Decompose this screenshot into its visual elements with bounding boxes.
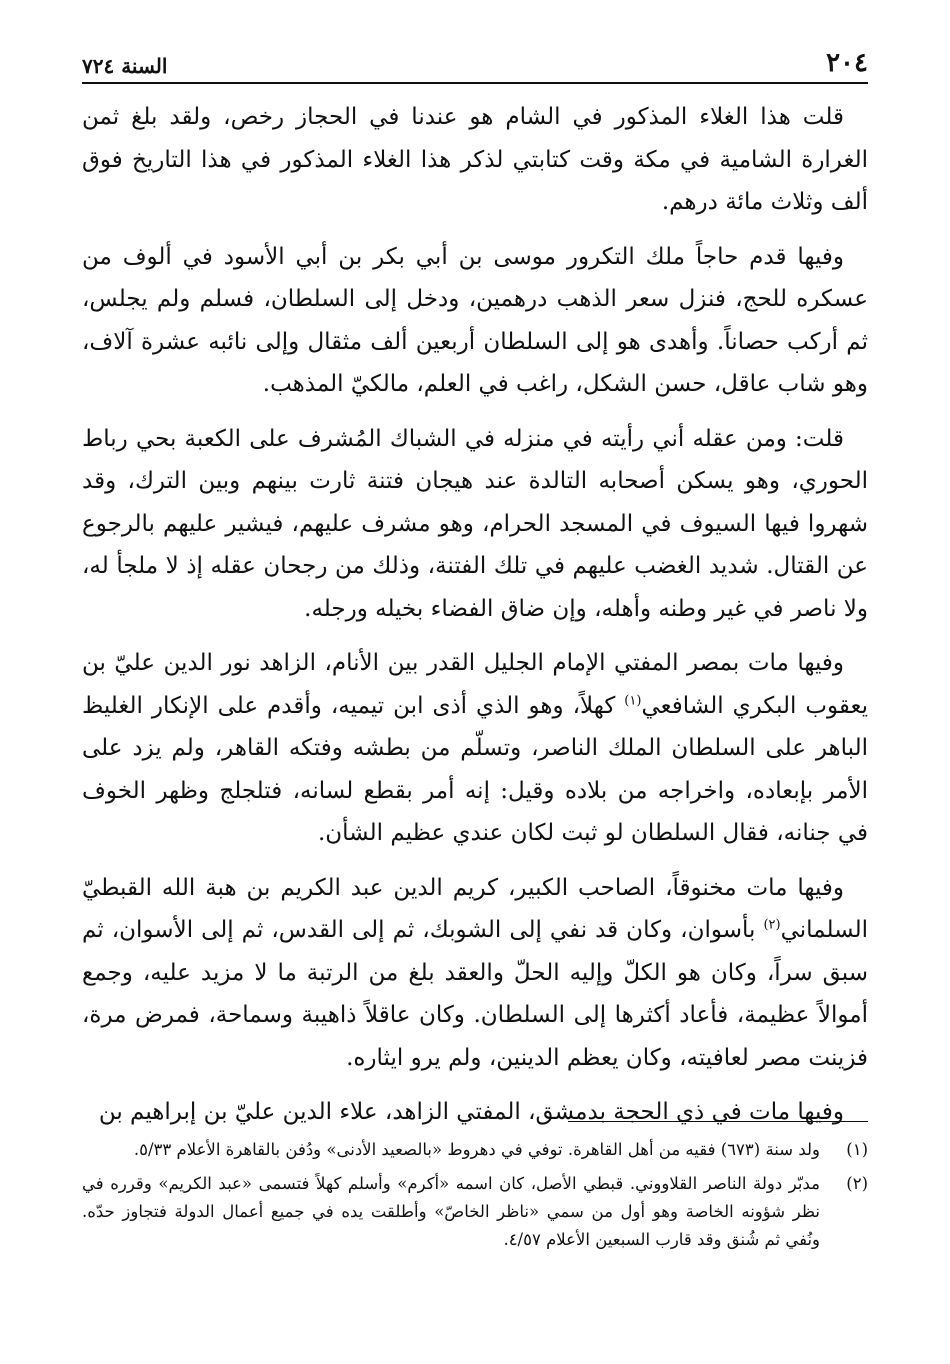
footnote-number: (٢): [846, 1174, 868, 1193]
paragraph: وفيها قدم حاجاً ملك التكرور موسى بن أبي بكر بن أبي الأسود في ألوف من عسكره للحج، فنزل سعر الذهب درهمين، ودخل إلى السلطان، فسلم ولم يجلس، ثم أركب حصاناً. وأهدى هو إلى السلطان أربعين ألف مثقال وإلى نائبه عشرة آلاف، وهو شاب عاقل، حسن الشكل، راغب في العلم، مالكيّ المذهب.: [82, 243, 868, 397]
footnote-text: ولد سنة (٦٧٣) فقيه من أهل القاهرة. توفي في دهروط «بالصعيد الأدنى» ودُفن بالقاهرة الأعلام ٥/٣٣.: [133, 1140, 820, 1159]
footnote-ref-1: (١): [624, 692, 642, 708]
page-number: ٢٠٤: [826, 48, 868, 78]
paragraph: وفيها مات مخنوقاً، الصاحب الكبير، كريم الدين عبد الكريم بن هبة الله القبطيّ السلماني$^{(٢)}$ بأسوان، وكان قد نفي إلى الشوبك، ثم إلى القدس، ثم إلى الأسوان، ثم سبق سراً، وكان هو الكلّ وإليه الحلّ والعقد بلغ من الرتبة ما لا مزيد عليه، وجمع أموالاً عظيمة، فأعاد أكثرها إلى السلطان. وكان عاقلاً ذاهيبة وسماحة، فمرض مرة، فزينت مصر لعافيته، وكان يعظم الدينين، ولم يرو ايثاره.: [82, 874, 868, 1071]
footnote: [82, 1136, 868, 1164]
paragraph: وفيها مات في ذي الحجة بدمشق، المفتي الزاهد، علاء الدين عليّ بن إبراهيم بن: [98, 1099, 844, 1125]
page-header: [82, 42, 868, 84]
footnote-text: مدبّر دولة الناصر القلاووني. قبطي الأصل، كان اسمه «أكرم» وأسلم كهلاً فتسمى «عبد الكريم» وقرره في نظر شؤونه الخاصة وهو أول من سمي «ناظر الخاصّ» وأطلقت يده في جميع أعمال الدولة فتجاوز حدّه. ونُفي ثم شُنق وقد قارب السبعين الأعلام ٤/٥٧.: [82, 1174, 820, 1249]
paragraph: قلت هذا الغلاء المذكور في الشام هو عندنا في الحجاز رخص، ولقد بلغ ثمن الغرارة الشامية في مكة وقت كتابتي لذكر هذا الغلاء المذكور في هذا التاريخ فوق ألف وثلاث مائة درهم.: [82, 104, 868, 215]
paragraph: قلت: ومن عقله أني رأيته في منزله في الشباك المُشرف على الكعبة بحي رباط الحوري، وهو يسكن أصحابه التالدة عند هيجان فتنة ثارت بينهم وبين الترك، وقد شهروا فيها السيوف في المسجد الحرام، وهو مشرف عليهم، فيشير عليهم بالرجوع عن القتال. شديد الغضب عليهم في تلك الفتنة، وذلك من رجحان عقله إذ لا ملجأ له، ولا ناصر في غير وطنه وأهله، وإن ضاق الفضاء بخيله ورجله.: [82, 425, 868, 622]
footnote: [82, 1170, 868, 1254]
footnote-number: (١): [846, 1140, 868, 1159]
main-text: [82, 96, 868, 1146]
footnote-separator: [568, 1121, 868, 1122]
running-title: السنة ٧٢٤: [82, 54, 168, 78]
footnotes: [82, 1136, 868, 1260]
paragraph: وفيها مات بمصر المفتي الإمام الجليل القدر بين الأنام، الزاهد نور الدين عليّ بن يعقوب البكري الشافعي$^{(١)}$ كهلاً، وهو الذي أذى ابن تيميه، وأقدم على الإنكار الغليظ الباهر على السلطان الملك الناصر، وتسلّم من بطشه وفتكه القاهر، ولم يزد على الأمر بإبعاده، واخراجه من بلاده وقيل: إنه أمر بقطع لسانه، فتلجلج وظهر الخوف في جنانه، فقال السلطان لو ثبت لكان عندي عظيم الشأن.: [82, 650, 868, 846]
footnote-ref-2: (٢): [763, 917, 781, 933]
